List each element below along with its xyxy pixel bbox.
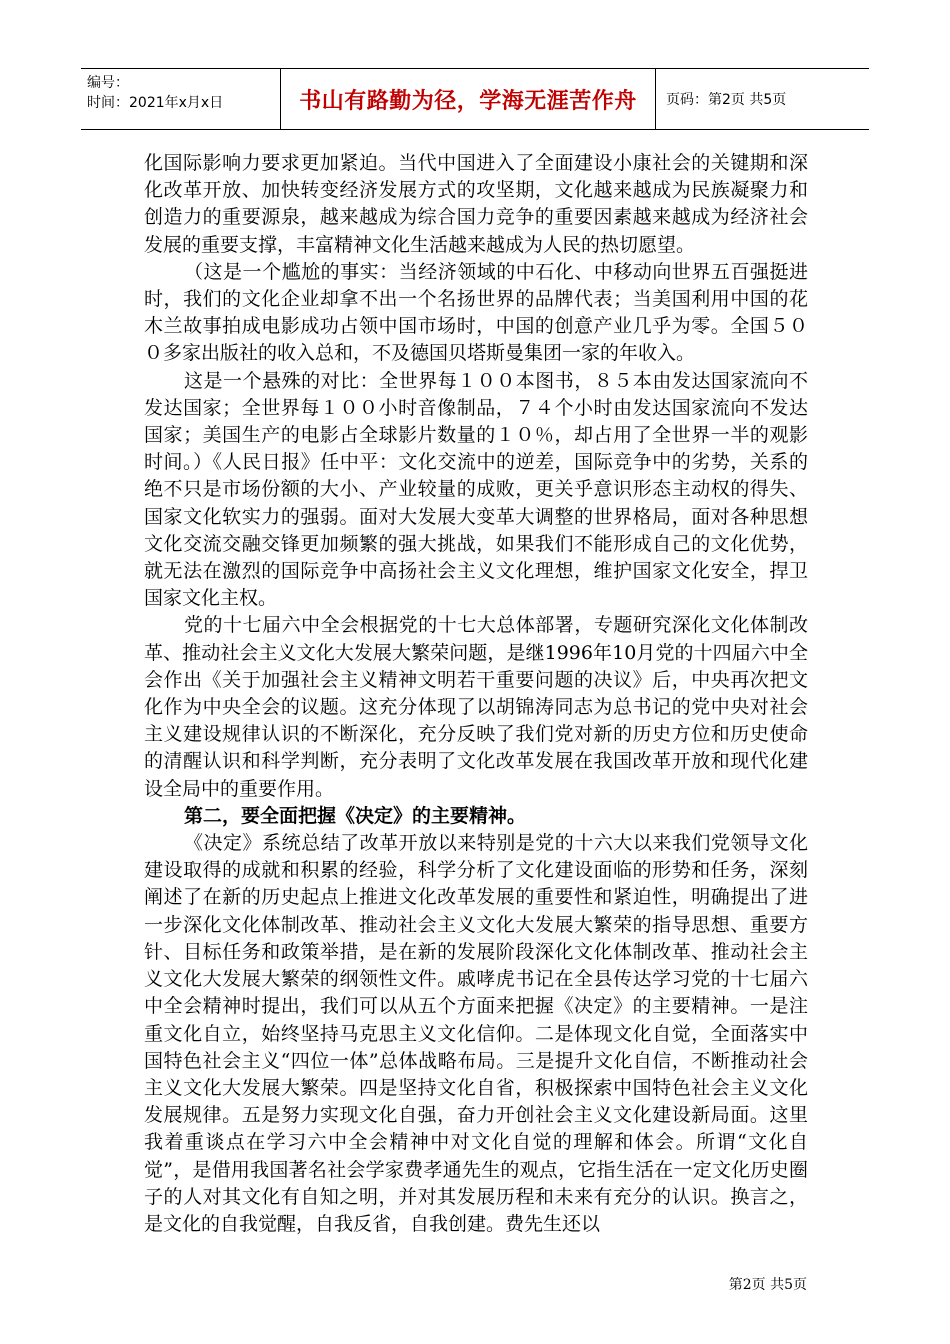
header-info-cell bbox=[81, 69, 280, 129]
header-page-number: 页码：第2页 共5页 bbox=[666, 92, 787, 108]
body-paragraph: （这是一个尴尬的事实：当经济领域的中石化、中移动向世界五百强挺进时，我们的文化企业却拿不出一个名扬世界的品牌代表；当美国利用中国的花木兰故事拍成电影成功占领中国市场时，中国的创意产业几乎为零。全国５００多家出版社的收入总和，不及德国贝塔斯曼集团一家的年收入。 bbox=[144, 260, 808, 365]
footer-page-number: 第2页 共5页 bbox=[728, 1277, 807, 1293]
document-time-label: 时间：2021年x月x日 bbox=[87, 95, 224, 111]
document-number-label: 编号： bbox=[87, 75, 129, 91]
header-motto-cell bbox=[280, 69, 656, 129]
body-paragraph: 这是一个悬殊的对比：全世界每１００本图书，８５本由发达国家流向不发达国家；全世界每１００小时音像制品，７４个小时由发达国家流向不发达国家；美国生产的电影占全球影片数量的１０％，却占用了全世界一半的观影时间。）《人民日报》任中平：文化交流中的逆差，国际竞争中的劣势，关系的绝不只是市场份额的大小、产业较量的成败，更关乎意识形态主动权的得失、国家文化软实力的强弱。面对大发展大变革大调整的世界格局，面对各种思想文化交流交融交锋更加频繁的强大挑战，如果我们不能形成自己的文化优势，就无法在激烈的国际竞争中高扬社会主义文化理想，维护国家文化安全，捍卫国家文化主权。 bbox=[144, 369, 808, 610]
header-page-cell bbox=[656, 69, 869, 129]
body-paragraph: 化国际影响力要求更加紧迫。当代中国进入了全面建设小康社会的关键期和深化改革开放、加快转变经济发展方式的攻坚期，文化越来越成为民族凝聚力和创造力的重要源泉，越来越成为综合国力竞争的重要因素越来越成为经济社会发展的重要支撑，丰富精神文化生活越来越成为人民的热切愿望。 bbox=[144, 152, 808, 256]
document-body bbox=[144, 150, 808, 1238]
header-motto: 书山有路勤为径，学海无涯苦作舟 bbox=[299, 88, 637, 114]
section-heading: 第二，要全面把握《决定》的主要精神。 bbox=[184, 804, 527, 827]
body-paragraph: 党的十七届六中全会根据党的十七大总体部署，专题研究深化文化体制改革、推动社会主义文化大发展大繁荣问题，是继1996年10月党的十四届六中全会作出《关于加强社会主义精神文明若干重要问题的决议》后，中央再次把文化作为中央全会的议题。这充分体现了以胡锦涛同志为总书记的党中央对社会主义建设规律认识的不断深化，充分反映了我们党对新的历史方位和历史使命的清醒认识和科学判断，充分表明了文化改革发展在我国改革开放和现代化建设全局中的重要作用。 bbox=[144, 614, 808, 800]
page-header bbox=[81, 68, 869, 130]
body-paragraph: 《决定》系统总结了改革开放以来特别是党的十六大以来我们党领导文化建设取得的成就和积累的经验，科学分析了文化建设面临的形势和任务，深刻阐述了在新的历史起点上推进文化改革发展的重要性和紧迫性，明确提出了进一步深化文化体制改革、推动社会主义文化大发展大繁荣的指导思想、重要方针、目标任务和政策举措，是在新的发展阶段深化文化体制改革、推动社会主义文化大发展大繁荣的纲领性文件。戚哮虎书记在全县传达学习党的十七届六中全会精神时提出，我们可以从五个方面来把握《决定》的主要精神。一是注重文化自立，始终坚持马克思主义文化信仰。二是体现文化自觉，全面落实中国特色社会主义“四位一体”总体战略布局。三是提升文化自信，不断推动社会主义文化大发展大繁荣。四是坚持文化自省，积极探索中国特色社会主义文化发展规律。五是努力实现文化自强，奋力开创社会主义文化建设新局面。这里我着重谈点在学习六中全会精神中对文化自觉的理解和体会。所谓“文化自觉”，是借用我国著名社会学家费孝通先生的观点，它指生活在一定文化历史圈子的人对其文化有自知之明，并对其发展历程和未来有充分的认识。换言之，是文化的自我觉醒，自我反省，自我创建。费先生还以 bbox=[144, 832, 808, 1235]
page-footer bbox=[729, 1274, 807, 1294]
